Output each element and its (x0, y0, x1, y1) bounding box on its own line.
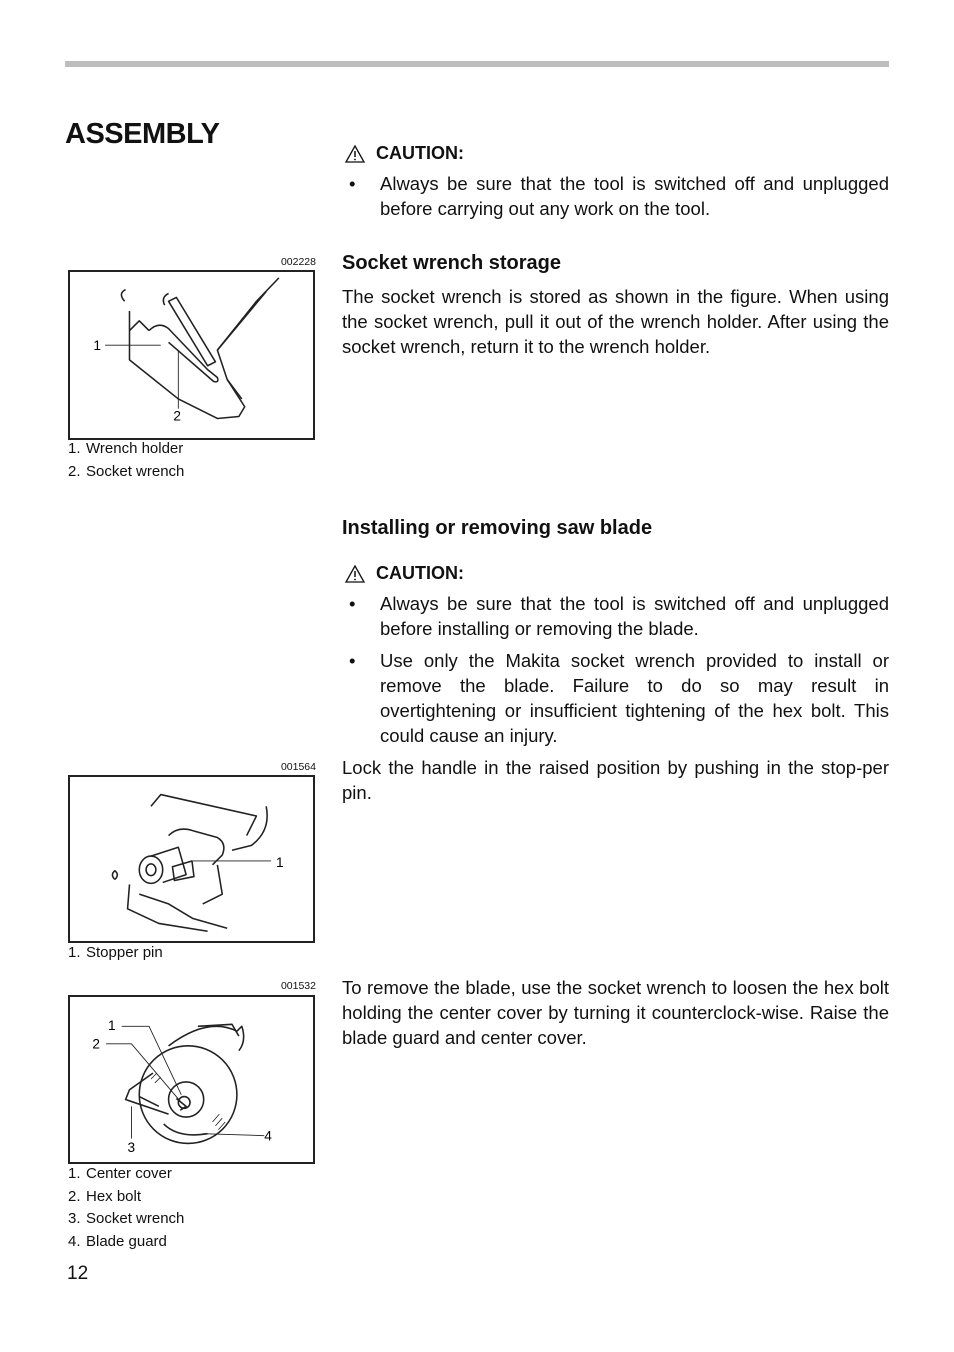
figure-legend (68, 1163, 184, 1253)
caution-list-1 (342, 171, 889, 228)
legend-item: 2. Hex bolt (68, 1187, 142, 1205)
warning-triangle-icon (344, 564, 366, 584)
figure-legend (68, 942, 163, 965)
callout-1: 1 (93, 338, 101, 354)
installing-heading: Installing or removing saw blade (342, 517, 653, 539)
caution-label: CAUTION: (376, 563, 464, 583)
caution-heading-1 (344, 143, 464, 164)
stopper-pin-illustration (70, 777, 313, 941)
figure-wrench-holder (68, 270, 315, 440)
figure-code: 001532 (280, 980, 316, 992)
callout-3: 3 (127, 1140, 136, 1156)
figure-legend (68, 438, 184, 483)
legend-item: 1. Stopper pin (68, 944, 163, 961)
caution-label: CAUTION: (376, 143, 464, 163)
list-item: • Always be sure that the tool is switched off and unplugged before installing or removing the blade. (349, 593, 889, 639)
figure-stopper-pin (68, 775, 315, 943)
legend-item: 1. Wrench holder (68, 440, 184, 457)
socket-wrench-storage-heading: Socket wrench storage (342, 252, 561, 274)
callout-4: 4 (264, 1128, 272, 1144)
list-item: • Use only the Makita socket wrench provided to install or remove the blade. Failure to do so may result in overtightening or insufficient tightening of the hex bolt. This could cause an injury. (349, 650, 889, 746)
warning-triangle-icon (344, 144, 366, 164)
figure-blade-removal (68, 995, 315, 1164)
figure-code: 001564 (280, 761, 316, 773)
socket-wrench-storage-text: The socket wrench is stored as shown in the figure. When using the socket wrench, pull it out of the wrench holder. After using the socket wrench, return it to the wrench holder. (342, 286, 889, 357)
wrench-holder-illustration (70, 272, 313, 438)
callout-2: 2 (92, 1036, 101, 1052)
section-title: ASSEMBLY (65, 118, 220, 150)
remove-blade-text: To remove the blade, use the socket wrench to loosen the hex bolt holding the center cover by turning it counterclock-wise. Raise the blade guard and center cover. (342, 977, 889, 1048)
stopper-pin-text: Lock the handle in the raised position by pushing in the stop-per pin. (342, 757, 889, 803)
blade-removal-illustration (70, 997, 313, 1162)
caution-heading-2 (344, 563, 464, 584)
list-item: • Always be sure that the tool is switched off and unplugged before carrying out any work on the tool. (349, 173, 889, 219)
bullet-text: Always be sure that the tool is switched off and unplugged before carrying out any work on the tool. (380, 173, 889, 219)
header-rule (65, 61, 889, 67)
legend-item: 1. Center cover (68, 1165, 172, 1182)
bullet-text: Always be sure that the tool is switched off and unplugged before installing or removing the blade. (380, 593, 889, 639)
bullet-text: Use only the Makita socket wrench provided to install or remove the blade. Failure to do so may result in overtightening or insufficient tightening of the hex bolt. This could cause an injury. (380, 650, 889, 746)
callout-2: 2 (173, 408, 182, 424)
legend-item: 2. Socket wrench (68, 462, 185, 480)
callout-1: 1 (108, 1018, 116, 1034)
legend-item: 3. Socket wrench (68, 1210, 185, 1227)
callout-1: 1 (275, 854, 284, 870)
page-number: 12 (67, 1263, 89, 1284)
legend-item: 4. Blade guard (68, 1232, 167, 1250)
figure-code: 002228 (280, 256, 316, 268)
caution-list-2 (342, 591, 889, 755)
